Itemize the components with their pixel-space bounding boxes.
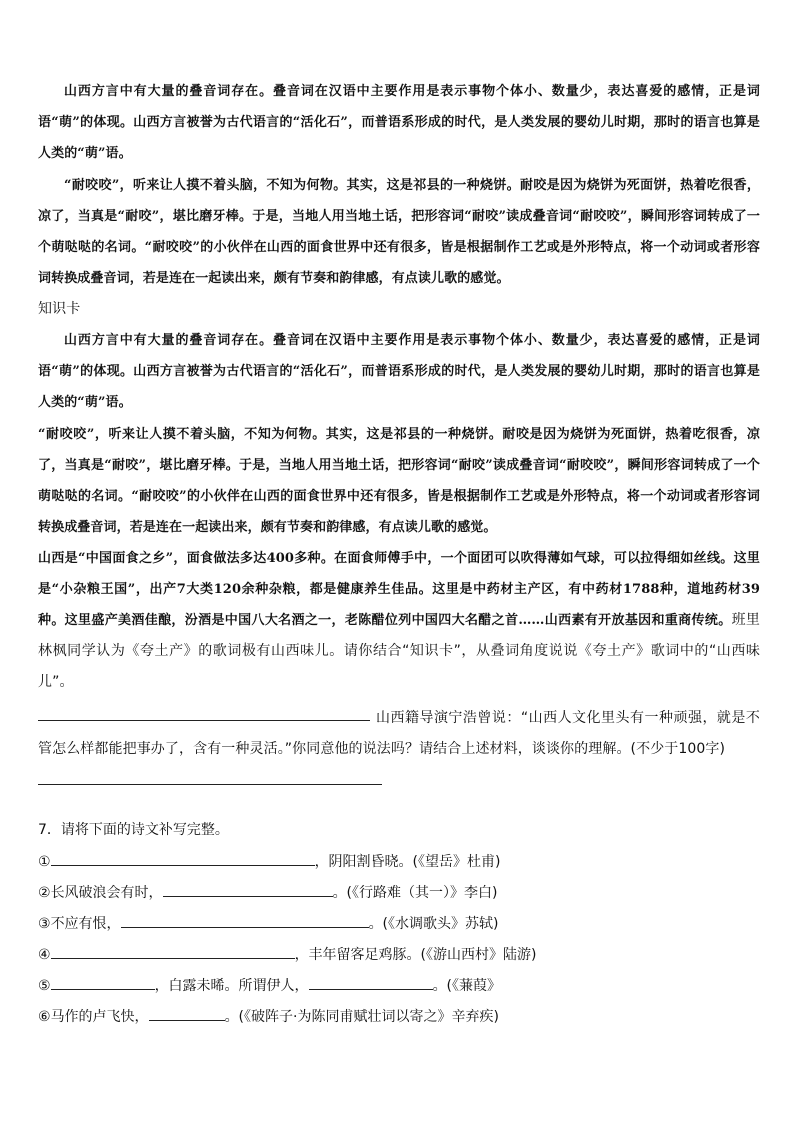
item-prefix: 不应有恨， <box>50 916 121 932</box>
item-number: ③ <box>38 916 51 932</box>
item-suffix: 。(《破阵子·为陈同甫赋壮词以寄之》辛弃疾) <box>224 1009 499 1025</box>
item-suffix: 。(《蒹葭》 <box>432 978 502 994</box>
item-suffix: 。(《水调歌头》苏轼) <box>368 916 499 932</box>
poem-item-6 <box>38 1005 499 1028</box>
fill-blank[interactable] <box>309 974 433 990</box>
fill-blank[interactable] <box>149 1005 225 1021</box>
item-prefix: 长风破浪会有时， <box>50 885 163 901</box>
item-middle: ，白露未晞。所谓伊人， <box>154 978 309 994</box>
poem-item-5 <box>38 974 501 997</box>
question-ning-hao: 山西籍导演宁浩曾说：“山西人文化里头有一种顽强，就是不管怎么样都能把事办了，含有一种灵活。”你同意他的说法吗？请结合上述材料，谈谈你的理解。(不少于100字) <box>38 710 760 757</box>
fill-blank[interactable] <box>51 943 295 959</box>
item-number: ⑤ <box>38 978 51 994</box>
fill-blank[interactable] <box>51 974 155 990</box>
poem-item-1 <box>38 850 501 873</box>
knowledge-card-label: 知识卡 <box>38 301 81 317</box>
shanxi-description: 山西是“中国面食之乡”，面食做法多达400多种。在面食师傅手中，一个面团可以吹得薄如气球，可以拉得细如丝线。这里是“小杂粮王国”，出产7大类120余种杂粮，都是健康养生佳品。这里是中药材主产区，有中药材1788种，道地药材39种。这里盛产美酒佳酿，汾酒是中国八大名酒之一，老陈醋位列中国四大名醋之首……山西素有开放基因和重商传统。 <box>38 551 760 628</box>
block2-paragraph-3 <box>38 543 760 698</box>
item-suffix: 。(《行路难（其一）》李白) <box>332 885 498 901</box>
answer-line-1[interactable] <box>38 720 370 721</box>
item-number: ② <box>38 885 51 901</box>
block1-paragraph-1: 山西方言中有大量的叠音词存在。叠音词在汉语中主要作用是表示事物个体小、数量少，表达喜爱的感情，正是词语“萌”的体现。山西方言被誉为古代语言的“活化石”，而普语系形成的时代，是人类发展的婴幼儿时期，那时的语言也算是人类的“萌”语。 <box>38 84 760 161</box>
block2-paragraph-1: 山西方言中有大量的叠音词存在。叠音词在汉语中主要作用是表示事物个体小、数量少，表达喜爱的感情，正是词语“萌”的体现。山西方言被誉为古代语言的“活化石”，而普语系形成的时代，是人类发展的婴幼儿时期，那时的语言也算是人类的“萌”语。 <box>38 333 760 410</box>
item-number: ⑥ <box>38 1009 51 1025</box>
item-suffix: ，丰年留客足鸡豚。(《游山西村》陆游) <box>294 947 537 963</box>
block2-paragraph-2: “耐咬咬”，听来让人摸不着头脑，不知为何物。其实，这是祁县的一种烧饼。耐咬是因为烧饼为死面饼，热着吃很香，凉了，当真是“耐咬”，堪比磨牙棒。于是，当地人用当地土话，把形容词“耐咬”读成叠音词“耐咬咬”，瞬间形容词转成了一个萌哒哒的名词。“耐咬咬”的小伙伴在山西的面食世界中还有很多，皆是根据制作工艺或是外形特点，将一个动词或者形容词转换成叠音词，若是连在一起读出来，颇有节奏和韵律感，有点读儿歌的感觉。 <box>38 427 760 535</box>
item-suffix: ，阴阳割昏晓。(《望岳》杜甫) <box>314 854 501 870</box>
block1-paragraph-2: “耐咬咬”，听来让人摸不着头脑，不知为何物。其实，这是祁县的一种烧饼。耐咬是因为烧饼为死面饼，热着吃很香，凉了，当真是“耐咬”，堪比磨牙棒。于是，当地人用当地土话，把形容词“耐咬”读成叠音词“耐咬咬”，瞬间形容词转成了一个萌哒哒的名词。“耐咬咬”的小伙伴在山西的面食世界中还有很多，皆是根据制作工艺或是外形特点，将一个动词或者形容词转换成叠音词，若是连在一起读出来，颇有节奏和韵律感，有点读儿歌的感觉。 <box>38 178 760 286</box>
fill-blank[interactable] <box>51 850 315 866</box>
question-kua-tuchan: 班里林枫同学认为《夸土产》的歌词极有山西味儿。请你结合“知识卡”，从叠词角度说说《夸土产》歌词中的“山西味儿”。 <box>38 612 761 690</box>
item-number: ① <box>38 854 51 870</box>
poem-item-4 <box>38 943 537 966</box>
poem-item-3 <box>38 912 499 935</box>
poem-item-2 <box>38 881 498 904</box>
item-prefix: 马作的卢飞快， <box>50 1009 149 1025</box>
item-number: ④ <box>38 947 51 963</box>
fill-blank[interactable] <box>121 912 369 928</box>
fill-blank[interactable] <box>163 881 333 897</box>
answer-line-2[interactable] <box>38 784 382 785</box>
question7-title: 7．请将下面的诗文补写完整。 <box>38 822 229 838</box>
